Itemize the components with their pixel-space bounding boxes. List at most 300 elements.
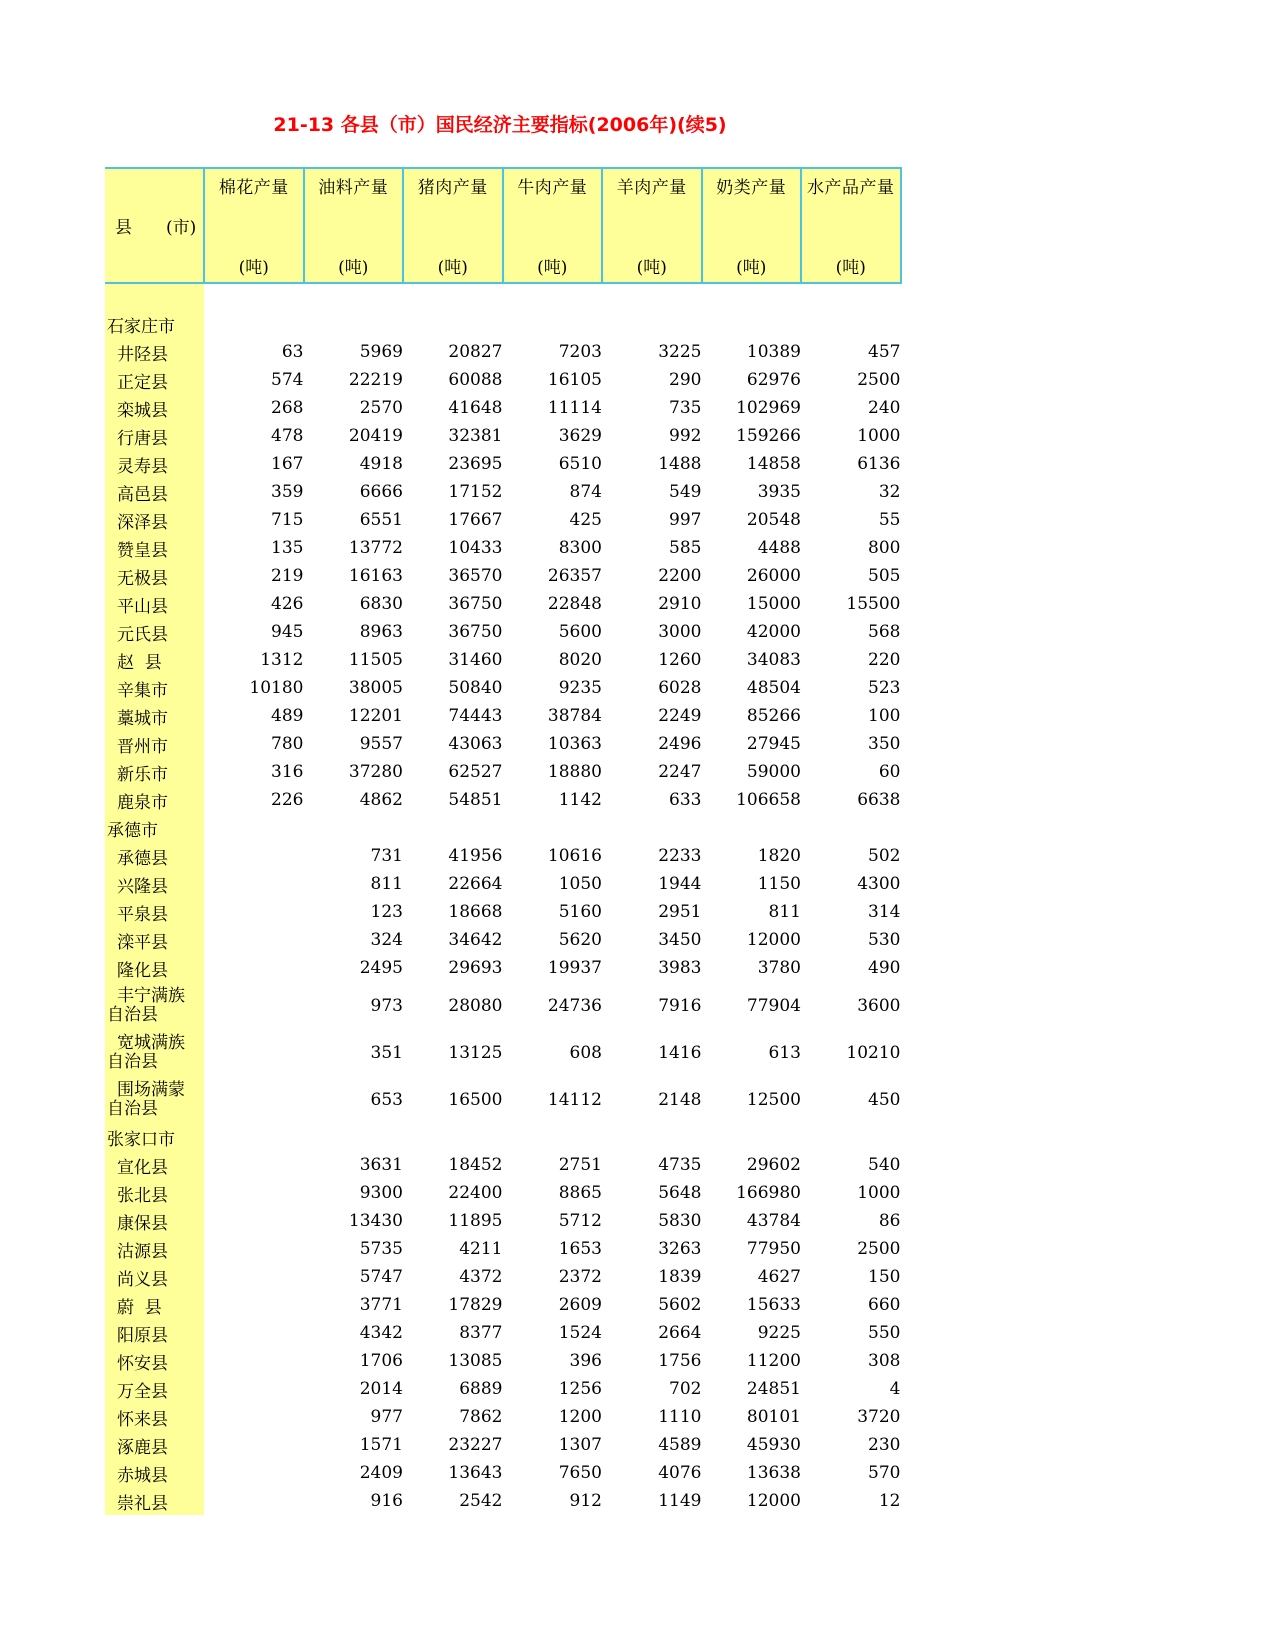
table-cell: 18452: [448, 1155, 503, 1175]
county-name: [105, 450, 204, 478]
table-cell: 8300: [558, 538, 602, 558]
table-cell: 220: [868, 650, 901, 670]
table-cell: 150: [868, 1267, 901, 1287]
county-name: [105, 646, 204, 674]
table-cell: 3000: [658, 622, 702, 642]
table-cell: 8020: [558, 650, 602, 670]
table-cell: 811: [370, 874, 403, 894]
table-cell: 1149: [658, 1491, 702, 1511]
table-cell: 15633: [746, 1295, 801, 1315]
table-cell: 7203: [558, 342, 602, 362]
county-name-label: 兴隆县: [117, 876, 168, 897]
table-cell: 13772: [348, 538, 403, 558]
table-cell: 2148: [658, 1089, 702, 1110]
table-cell: 426: [271, 594, 304, 614]
table-row: [105, 1151, 901, 1179]
table-row: [105, 422, 901, 450]
table-cell: 1488: [658, 454, 702, 474]
table-cell: 27945: [746, 734, 801, 754]
table-cell: 17152: [448, 482, 503, 502]
table-cell: 3780: [757, 958, 801, 978]
table-cell: 4300: [857, 874, 901, 894]
table-cell: 85266: [746, 706, 801, 726]
table-cell: 8377: [459, 1323, 503, 1343]
table-cell: 240: [868, 398, 901, 418]
table-cell: 3225: [658, 342, 702, 362]
table-cell: 505: [868, 566, 901, 586]
county-name: [105, 1487, 204, 1515]
county-name: [105, 954, 204, 982]
county-header-sublabel: (市): [166, 218, 197, 238]
table-cell: [304, 814, 404, 842]
table-cell: 38005: [348, 678, 403, 698]
table-cell: 350: [868, 734, 901, 754]
table-cell: 874: [569, 482, 602, 502]
table-cell: 568: [868, 622, 901, 642]
table-row: [105, 478, 901, 506]
county-name-label: 康保县: [117, 1213, 168, 1234]
county-name-label: 高邑县: [117, 484, 168, 505]
city-row: [105, 1123, 901, 1151]
county-column-header: [105, 168, 204, 283]
table-row: [105, 1291, 901, 1319]
table-row: [105, 926, 901, 954]
table-cell: 29693: [448, 958, 503, 978]
county-name-label: 张北县: [117, 1185, 168, 1206]
table-cell: [702, 1123, 802, 1151]
table-row: [105, 730, 901, 758]
table-cell: [602, 1123, 702, 1151]
table-cell: 1416: [658, 1042, 702, 1063]
table-cell: 11114: [547, 398, 602, 418]
table-cell: [204, 1235, 304, 1263]
table-cell: 5735: [359, 1239, 403, 1259]
table-cell: 4627: [757, 1267, 801, 1287]
table-cell: 41648: [448, 398, 503, 418]
table-cell: 314: [868, 902, 901, 922]
table-cell: 608: [569, 1042, 602, 1063]
table-cell: [702, 814, 802, 842]
table-cell: 574: [271, 370, 304, 390]
table-cell: 10363: [547, 734, 602, 754]
table-cell: [403, 814, 503, 842]
table-cell: 12201: [348, 706, 403, 726]
table-row: [105, 366, 901, 394]
table-cell: 1653: [558, 1239, 602, 1259]
table-cell: 550: [868, 1323, 901, 1343]
table-cell: 13638: [746, 1463, 801, 1483]
county-name-label: 井陉县: [117, 344, 168, 365]
city-name-label: 张家口市: [107, 1129, 175, 1150]
table-cell: 1944: [658, 874, 702, 894]
county-name: [105, 366, 204, 394]
table-cell: 660: [868, 1295, 901, 1315]
county-name-label: 正定县: [117, 372, 168, 393]
table-cell: 1820: [757, 846, 801, 866]
table-cell: 731: [370, 846, 403, 866]
table-cell: [801, 814, 901, 842]
table-cell: 308: [868, 1351, 901, 1371]
table-cell: 50840: [448, 678, 503, 698]
column-header-beef: 牛肉产量 (吨): [503, 168, 603, 283]
city-name-label: 石家庄市: [107, 316, 175, 337]
table-cell: 570: [868, 1463, 901, 1483]
table-cell: 34083: [746, 650, 801, 670]
table-cell: 4862: [359, 790, 403, 810]
header-row: [105, 168, 901, 283]
table-cell: 167: [271, 454, 304, 474]
table-cell: 6028: [658, 678, 702, 698]
county-name: [105, 1235, 204, 1263]
county-name: [105, 506, 204, 534]
table-cell: 31460: [448, 650, 503, 670]
table-cell: 425: [569, 510, 602, 530]
table-cell: 13430: [348, 1211, 403, 1231]
table-cell: 5600: [558, 622, 602, 642]
table-cell: 48504: [746, 678, 801, 698]
table-row: [105, 898, 901, 926]
county-name: [105, 1431, 204, 1459]
table-cell: 13085: [448, 1351, 503, 1371]
table-cell: 973: [370, 995, 403, 1016]
table-cell: 77950: [746, 1239, 801, 1259]
table-cell: 12000: [746, 930, 801, 950]
table-row: [105, 618, 901, 646]
county-name-label: 涿鹿县: [117, 1437, 168, 1458]
table-cell: [204, 1123, 304, 1151]
county-name: [105, 1403, 204, 1431]
table-cell: 9235: [558, 678, 602, 698]
table-cell: 22400: [448, 1183, 503, 1203]
table-row: [105, 1263, 901, 1291]
table-cell: 916: [370, 1491, 403, 1511]
page-title: 21-13 各县（市）国民经济主要指标(2006年)(续5): [273, 114, 727, 136]
table-cell: 54851: [448, 790, 503, 810]
table-cell: 5160: [558, 902, 602, 922]
table-cell: 633: [669, 790, 702, 810]
column-header-cotton: 棉花产量 (吨): [204, 168, 304, 283]
table-cell: 6136: [857, 454, 901, 474]
table-row: [105, 338, 901, 366]
table-cell: 489: [271, 706, 304, 726]
table-cell: [204, 1207, 304, 1235]
table-row: [105, 1207, 901, 1235]
table-cell: 7916: [658, 995, 702, 1016]
table-row: [105, 1487, 901, 1515]
county-name: [105, 730, 204, 758]
table-cell: [204, 1459, 304, 1487]
table-row: [105, 786, 901, 814]
table-row: [105, 1459, 901, 1487]
column-header-aquatic: 水产品产量 (吨): [801, 168, 901, 283]
table-cell: 123: [370, 902, 403, 922]
table-cell: 2233: [658, 846, 702, 866]
table-cell: 135: [271, 538, 304, 558]
county-name: [105, 870, 204, 898]
table-cell: 74443: [448, 706, 503, 726]
table-cell: 5712: [558, 1211, 602, 1231]
county-name: [105, 1375, 204, 1403]
table-cell: 811: [768, 902, 801, 922]
table-cell: 6510: [558, 454, 602, 474]
table-cell: [602, 310, 702, 338]
table-cell: 166980: [736, 1183, 801, 1203]
county-name-label: 崇礼县: [117, 1493, 168, 1514]
county-name: [105, 1076, 204, 1123]
table-cell: 17829: [448, 1295, 503, 1315]
county-name: [105, 394, 204, 422]
table-cell: [403, 310, 503, 338]
table-cell: 15000: [746, 594, 801, 614]
county-name-label: 灵寿县: [117, 456, 168, 477]
table-cell: 32: [878, 482, 901, 502]
table-cell: 26357: [547, 566, 602, 586]
city-row: [105, 310, 901, 338]
county-name-label: 鹿泉市: [117, 792, 168, 813]
table-cell: 2249: [658, 706, 702, 726]
table-cell: 2751: [558, 1155, 602, 1175]
table-cell: 219: [271, 566, 304, 586]
table-cell: 5969: [359, 342, 403, 362]
county-name-label: 晋州市: [117, 736, 168, 757]
table-cell: 9300: [359, 1183, 403, 1203]
county-name: [105, 1207, 204, 1235]
table-cell: 359: [271, 482, 304, 502]
table-cell: 478: [271, 426, 304, 446]
table-cell: 457: [868, 342, 901, 362]
table-cell: 34642: [448, 930, 503, 950]
table-cell: 22848: [547, 594, 602, 614]
county-name-line2: 自治县: [107, 1004, 158, 1025]
county-name: [105, 562, 204, 590]
table-cell: 6551: [359, 510, 403, 530]
table-cell: 11200: [746, 1351, 801, 1371]
table-cell: [403, 1123, 503, 1151]
table-cell: 159266: [736, 426, 801, 446]
table-cell: 14858: [746, 454, 801, 474]
table-row: [105, 702, 901, 730]
table-row: [105, 534, 901, 562]
county-name-line1: 宽城满族: [117, 1032, 185, 1053]
table-cell: 100: [868, 706, 901, 726]
table-cell: [204, 1179, 304, 1207]
table-cell: 12000: [746, 1491, 801, 1511]
table-cell: [503, 310, 603, 338]
city-name-label: 承德市: [107, 820, 158, 841]
table-cell: [204, 1487, 304, 1515]
table-cell: [204, 1076, 304, 1123]
table-cell: 2951: [658, 902, 702, 922]
county-name-label: 万全县: [117, 1381, 168, 1402]
table-cell: [801, 310, 901, 338]
city-row: [105, 814, 901, 842]
table-cell: 3720: [857, 1407, 901, 1427]
table-row: [105, 1076, 901, 1123]
table-cell: 268: [271, 398, 304, 418]
table-row: [105, 590, 901, 618]
county-header-label: 县: [115, 218, 132, 238]
table-cell: 13643: [448, 1463, 503, 1483]
table-cell: 43784: [746, 1211, 801, 1231]
table-row: [105, 562, 901, 590]
table-cell: 1050: [558, 874, 602, 894]
table-cell: 3771: [359, 1295, 403, 1315]
table-row: [105, 1403, 901, 1431]
table-cell: 7862: [459, 1407, 503, 1427]
table-row: [105, 1179, 901, 1207]
table-cell: 10616: [547, 846, 602, 866]
table-cell: [204, 982, 304, 1029]
table-cell: 2247: [658, 762, 702, 782]
table-cell: 2664: [658, 1323, 702, 1343]
table-cell: 28080: [448, 995, 503, 1016]
table-cell: 2570: [359, 398, 403, 418]
table-cell: 6638: [857, 790, 901, 810]
county-name-line2: 自治县: [107, 1051, 158, 1072]
table-cell: 735: [669, 398, 702, 418]
county-name-line2: 自治县: [107, 1098, 158, 1119]
table-cell: 11895: [448, 1211, 503, 1231]
table-cell: 41956: [448, 846, 503, 866]
table-row: [105, 394, 901, 422]
county-name-label: 赵 县: [117, 652, 162, 673]
county-name-label: 元氏县: [117, 624, 168, 645]
table-row: [105, 674, 901, 702]
table-cell: [204, 1403, 304, 1431]
table-cell: 36750: [448, 594, 503, 614]
table-cell: 20548: [746, 510, 801, 530]
table-cell: 3263: [658, 1239, 702, 1259]
county-name-label: 平山县: [117, 596, 168, 617]
table-cell: 351: [370, 1042, 403, 1063]
table-cell: 2200: [658, 566, 702, 586]
table-cell: [204, 1319, 304, 1347]
table-cell: [204, 926, 304, 954]
table-cell: 2495: [359, 958, 403, 978]
column-header-milk: 奶类产量 (吨): [702, 168, 802, 283]
table-cell: 4589: [658, 1435, 702, 1455]
table-cell: [204, 898, 304, 926]
table-cell: 1000: [857, 1183, 901, 1203]
table-cell: 523: [868, 678, 901, 698]
county-name: [105, 422, 204, 450]
table-cell: 997: [669, 510, 702, 530]
table-cell: [204, 954, 304, 982]
table-cell: 2500: [857, 370, 901, 390]
county-name: [105, 842, 204, 870]
table-cell: 4: [889, 1379, 901, 1399]
table-row: [105, 450, 901, 478]
table-cell: 59000: [746, 762, 801, 782]
county-name-label: 赤城县: [117, 1465, 168, 1486]
table-row: [105, 1431, 901, 1459]
table-cell: 77904: [746, 995, 801, 1016]
table-cell: 11505: [348, 650, 403, 670]
table-cell: 22664: [448, 874, 503, 894]
table-cell: 60088: [448, 370, 503, 390]
table-cell: 3935: [757, 482, 801, 502]
county-name: [105, 674, 204, 702]
table-cell: 20419: [348, 426, 403, 446]
county-name-label: 尚义县: [117, 1269, 168, 1290]
county-name-label: 阳原县: [117, 1325, 168, 1346]
table-cell: 10433: [448, 538, 503, 558]
table-cell: 316: [271, 762, 304, 782]
table-cell: 19937: [547, 958, 602, 978]
table-cell: 42000: [746, 622, 801, 642]
table-cell: 8865: [558, 1183, 602, 1203]
table-cell: 13125: [448, 1042, 503, 1063]
city-name: [105, 814, 204, 842]
table-cell: 9225: [757, 1323, 801, 1343]
table-cell: 540: [868, 1155, 901, 1175]
indicator-table: [105, 167, 902, 1515]
table-cell: 86: [878, 1211, 901, 1231]
county-name-line1: 丰宁满族: [117, 985, 185, 1006]
county-name: [105, 590, 204, 618]
table-cell: 780: [271, 734, 304, 754]
table-cell: 290: [669, 370, 702, 390]
table-cell: 37280: [348, 762, 403, 782]
county-name-label: 怀安县: [117, 1353, 168, 1374]
county-name-label: 怀来县: [117, 1409, 168, 1430]
county-name: [105, 1347, 204, 1375]
table-cell: 2372: [558, 1267, 602, 1287]
table-cell: 16163: [348, 566, 403, 586]
table-cell: 992: [669, 426, 702, 446]
table-cell: 4342: [359, 1323, 403, 1343]
table-cell: [602, 814, 702, 842]
table-cell: 1150: [757, 874, 801, 894]
table-cell: 977: [370, 1407, 403, 1427]
county-name-label: 行唐县: [117, 428, 168, 449]
table-cell: [204, 870, 304, 898]
table-cell: 613: [768, 1042, 801, 1063]
county-name: [105, 982, 204, 1029]
table-cell: [503, 814, 603, 842]
column-header-oilseed: 油料产量 (吨): [304, 168, 404, 283]
county-name: [105, 1263, 204, 1291]
table-cell: 1571: [359, 1435, 403, 1455]
table-row: [105, 1347, 901, 1375]
table-cell: 14112: [547, 1089, 602, 1110]
table-cell: 63: [281, 342, 304, 362]
county-name-label: 蔚 县: [117, 1297, 162, 1318]
table-cell: [204, 1263, 304, 1291]
table-cell: 16500: [448, 1089, 503, 1110]
table-cell: 3983: [658, 958, 702, 978]
table-cell: 1706: [359, 1351, 403, 1371]
table-cell: [304, 310, 404, 338]
table-cell: 2500: [857, 1239, 901, 1259]
table-cell: 324: [370, 930, 403, 950]
table-cell: [801, 1123, 901, 1151]
table-cell: 60: [878, 762, 901, 782]
table-cell: 15500: [846, 594, 901, 614]
table-cell: 17667: [448, 510, 503, 530]
table-cell: 36570: [448, 566, 503, 586]
table-cell: 4488: [757, 538, 801, 558]
table-cell: 653: [370, 1089, 403, 1110]
table-cell: 2496: [658, 734, 702, 754]
table-row: [105, 506, 901, 534]
table-cell: 5747: [359, 1267, 403, 1287]
column-header-pork: 猪肉产量 (吨): [403, 168, 503, 283]
table-cell: 4211: [459, 1239, 503, 1259]
county-name: [105, 338, 204, 366]
table-cell: [204, 1029, 304, 1076]
table-cell: 24851: [746, 1379, 801, 1399]
